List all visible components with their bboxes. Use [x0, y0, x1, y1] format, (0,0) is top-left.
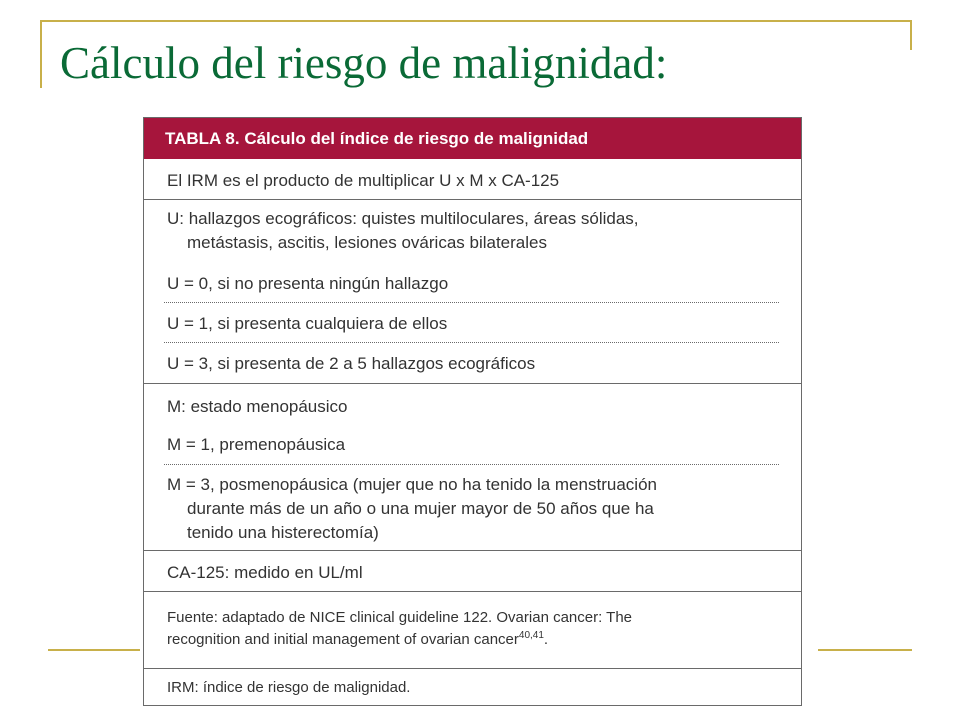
dotted-separator: [164, 342, 779, 343]
dotted-separator: [164, 302, 779, 303]
source-line1: Fuente: adaptado de NICE clinical guideline 122. Ovarian cancer: The: [167, 609, 633, 626]
m-title: M: estado menopáusico: [167, 397, 348, 416]
frame-line-bottom-right: [818, 649, 912, 651]
source-line2-end: .: [543, 631, 549, 648]
frame-line-right: [910, 20, 912, 50]
u-description-line1: U: hallazgos ecográficos: quistes multiloculares, áreas sólidas,: [167, 209, 639, 228]
frame-line-bottom-left: [48, 649, 140, 651]
u1-row: U = 1, si presenta cualquiera de ellos: [167, 314, 448, 333]
ca125-row: CA-125: medido en UL/ml: [167, 563, 363, 582]
row-separator: [144, 550, 801, 551]
row-separator: [144, 199, 801, 200]
footnote: IRM: índice de riesgo de malignidad.: [167, 679, 411, 696]
frame-line-top: [40, 20, 912, 22]
slide-title: Cálculo del riesgo de malignidad:: [60, 38, 668, 88]
dotted-separator: [164, 464, 779, 465]
u0-row: U = 0, si no presenta ningún hallazgo: [167, 274, 449, 293]
table-header: TABLA 8. Cálculo del índice de riesgo de malignidad: [144, 118, 801, 159]
frame-line-left: [40, 20, 42, 88]
row-separator: [144, 591, 801, 592]
risk-table: [143, 117, 802, 706]
m1-row: M = 1, premenopáusica: [167, 435, 346, 454]
u3-row: U = 3, si presenta de 2 a 5 hallazgos ecográficos: [167, 354, 536, 373]
row-separator: [144, 383, 801, 384]
irm-definition: El IRM es el producto de multiplicar U x M x CA-125: [167, 171, 560, 190]
source-line2: [167, 629, 548, 651]
source-line2-text: recognition and initial management of ovarian cancer: [167, 631, 519, 648]
m3-row-line1: M = 3, posmenopáusica (mujer que no ha tenido la menstruación: [167, 475, 657, 494]
source-citation-superscript: 40,41: [518, 630, 544, 641]
u-description-line2: metástasis, ascitis, lesiones ováricas bilaterales: [187, 233, 547, 252]
m3-row-line2: durante más de un año o una mujer mayor de 50 años que ha: [187, 499, 654, 518]
m3-row-line3: tenido una histerectomía): [187, 523, 379, 542]
row-separator: [144, 668, 801, 669]
